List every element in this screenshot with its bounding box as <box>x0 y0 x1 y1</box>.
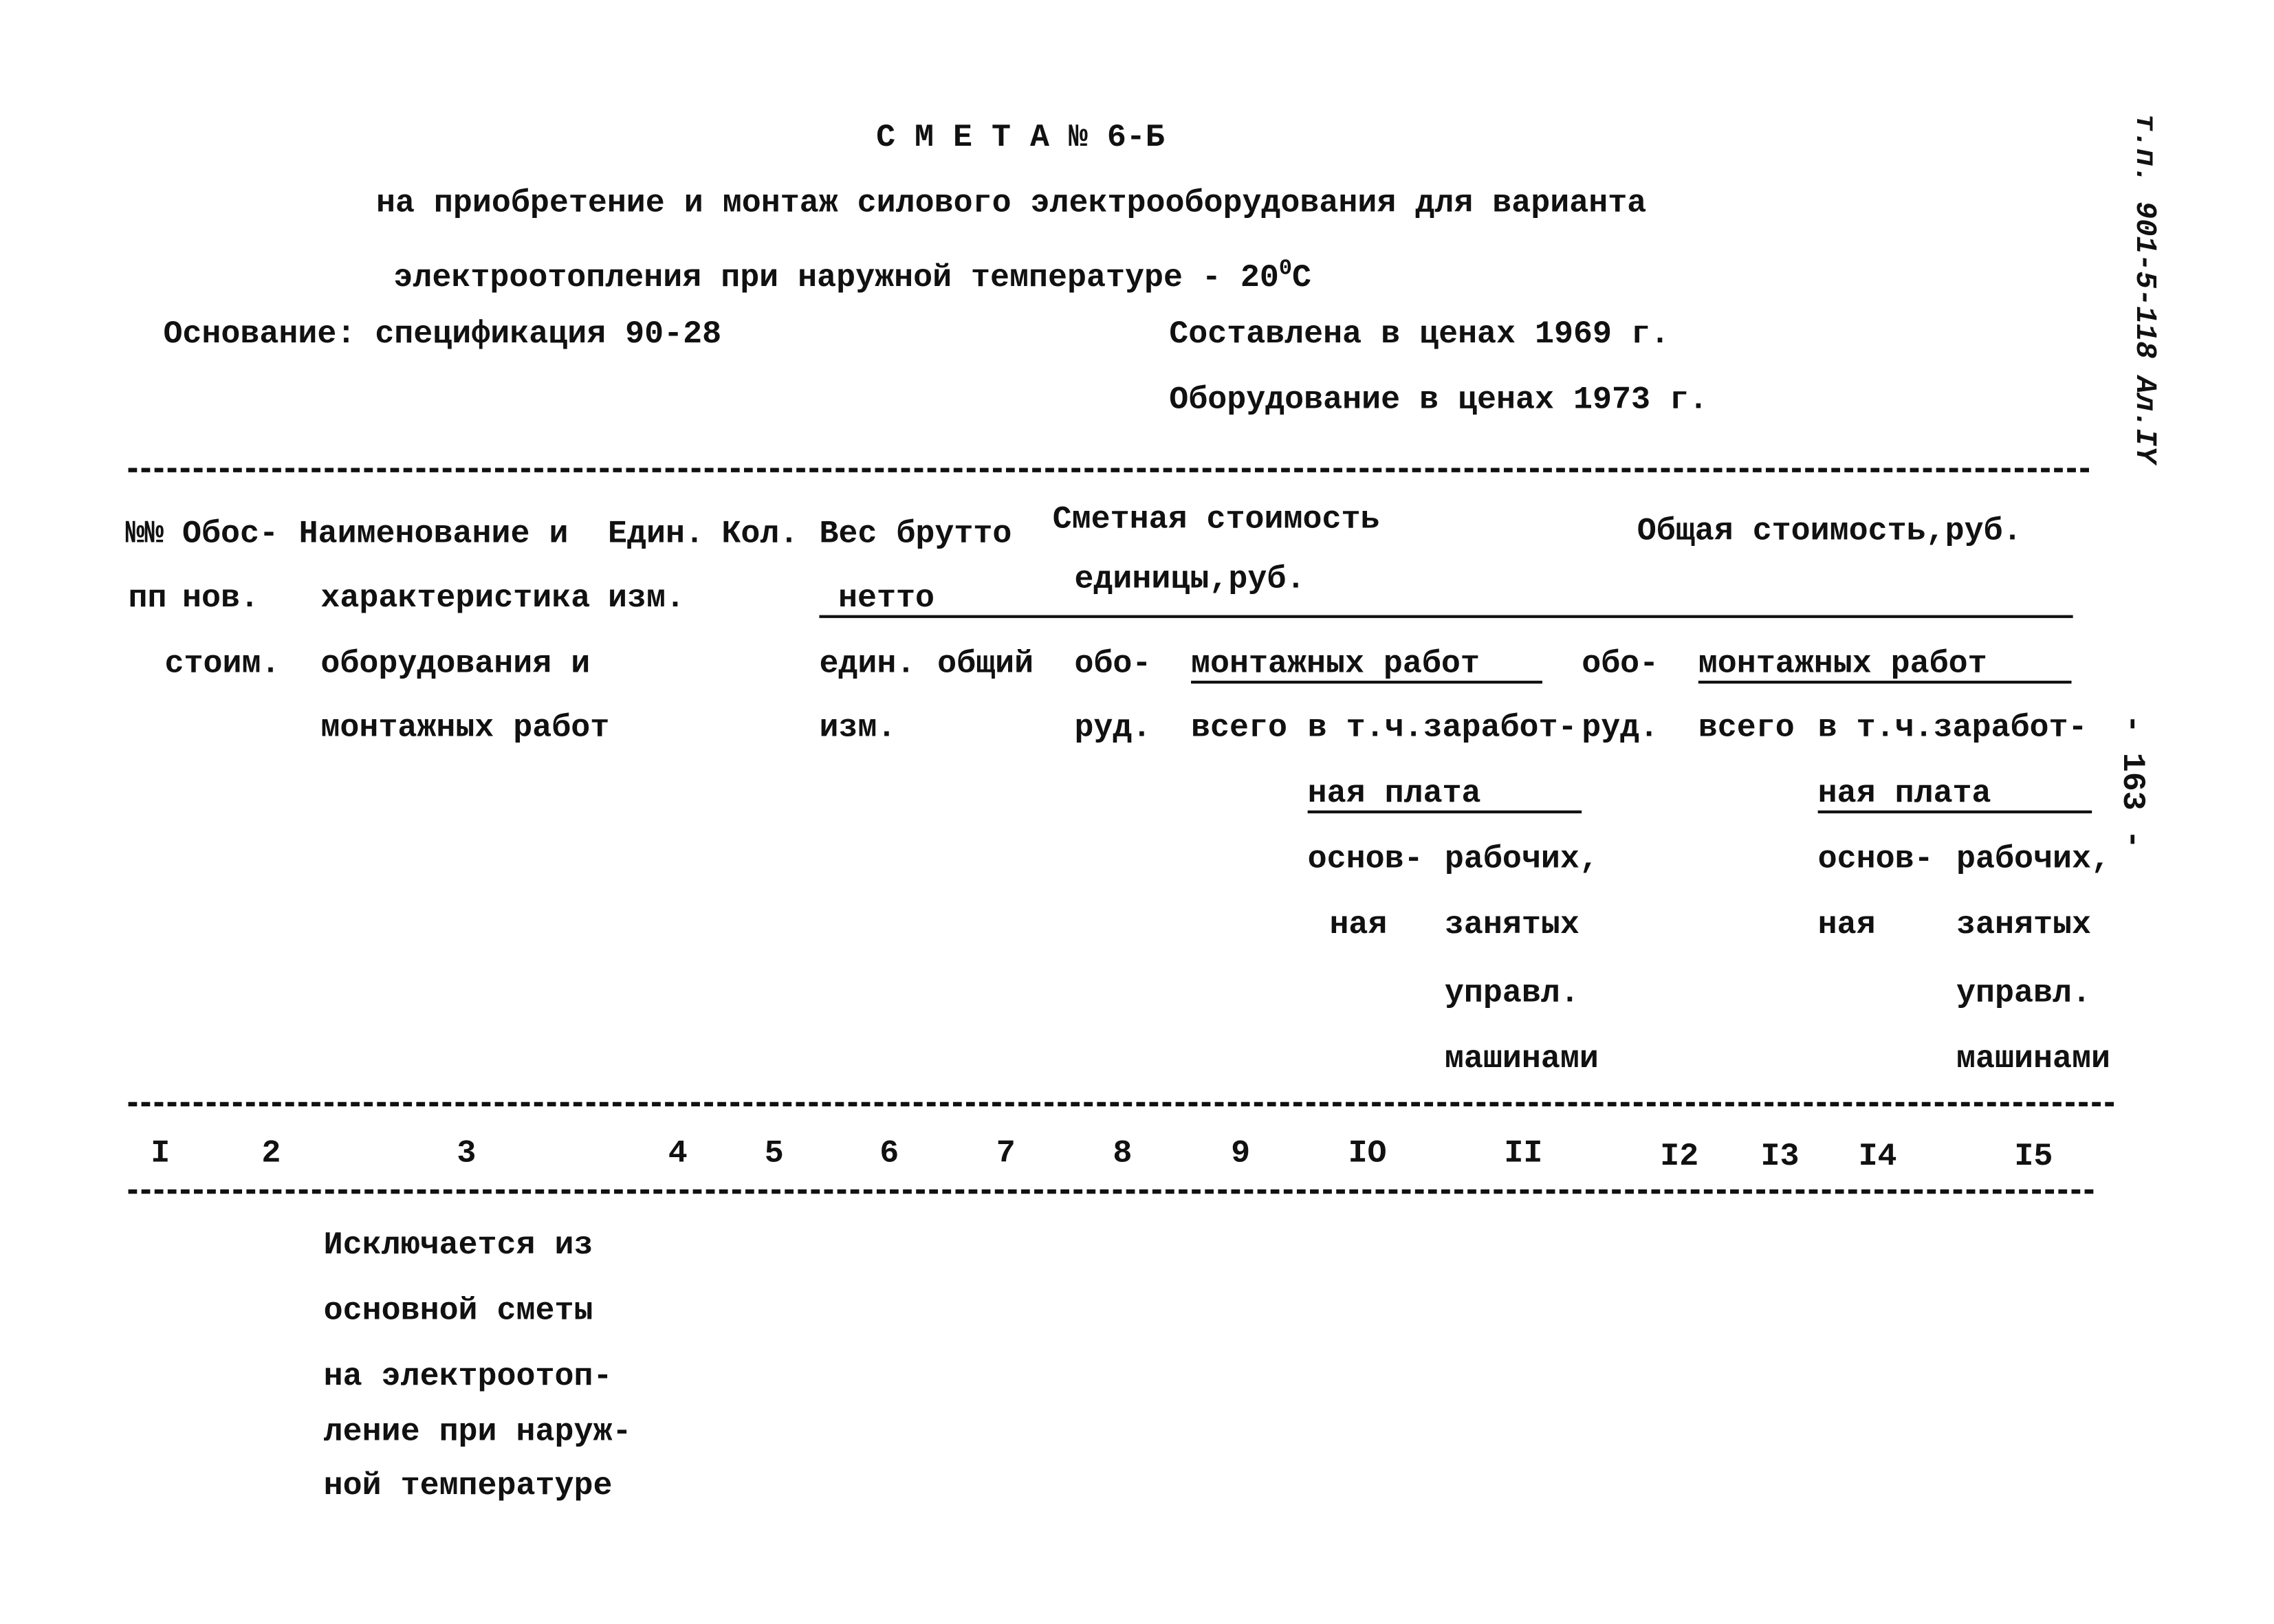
header-basic: основ- <box>1307 841 1423 878</box>
header-unit: изм. <box>608 580 686 617</box>
column-number: 8 <box>1113 1135 1133 1172</box>
column-number: 2 <box>261 1135 281 1172</box>
header-workers: рабочих, <box>1956 841 2110 878</box>
header-workers: машинами <box>1956 1040 2110 1077</box>
header-workers: машинами <box>1444 1040 1599 1077</box>
header-total: всего <box>1191 710 1287 747</box>
header-workers: занятых <box>1956 906 2091 943</box>
header-equip: обо- <box>1074 646 1152 683</box>
header-total-cost: Общая стоимость,руб. <box>1637 513 2022 550</box>
body-text: ление при наруж- <box>323 1414 632 1451</box>
header-install: монтажных работ <box>1191 646 1480 683</box>
divider <box>129 468 2089 472</box>
column-number: 4 <box>668 1135 688 1172</box>
header-name: оборудования и <box>320 646 591 683</box>
column-number: I3 <box>1760 1138 1800 1175</box>
header-weight-net: нетто <box>838 580 934 617</box>
document-title: С М Е Т А № 6-Б <box>876 119 1165 156</box>
header-name: Наименование и <box>298 516 569 553</box>
header-rule <box>819 615 2073 618</box>
header-workers: рабочих, <box>1444 841 1599 878</box>
header-basic: ная <box>1817 906 1876 943</box>
column-number: IO <box>1348 1135 1387 1172</box>
header-basis: Обос- <box>182 516 278 553</box>
subtitle-line-2 <box>393 252 1311 296</box>
column-number: I4 <box>1858 1138 1897 1175</box>
header-total: всего <box>1698 710 1795 747</box>
subtitle-text: электроотопления при наружной температуре - 20 <box>393 260 1279 297</box>
column-number: I5 <box>2014 1138 2053 1175</box>
header-unit: Един. <box>608 516 704 553</box>
body-text: Исключается из <box>323 1227 593 1264</box>
header-workers: занятых <box>1444 906 1579 943</box>
header-no: №№ <box>125 516 164 553</box>
column-number: 6 <box>879 1135 899 1172</box>
column-number: I <box>151 1135 171 1172</box>
header-workers: управл. <box>1956 975 2091 1012</box>
equipment-prices-note: Оборудование в ценах 1973 г. <box>1169 382 1708 419</box>
column-number: 5 <box>764 1135 784 1172</box>
column-number: II <box>1504 1135 1543 1172</box>
basis: Основание: спецификация 90-28 <box>163 316 722 353</box>
header-rule <box>1308 811 1582 813</box>
header-basis: стоим. <box>164 646 281 683</box>
header-weight-unit: един. <box>819 646 916 683</box>
header-no: пп <box>128 580 167 617</box>
header-unit-cost: единицы,руб. <box>1074 561 1306 598</box>
header-basis: нов. <box>182 580 259 617</box>
header-wage: ная плата <box>1307 775 1481 812</box>
header-weight-total: общий <box>937 646 1034 683</box>
header-name: монтажных работ <box>320 710 610 747</box>
header-name: характеристика <box>320 580 591 617</box>
header-equip: обо- <box>1582 646 1659 683</box>
prices-note: Составлена в ценах 1969 г. <box>1169 316 1670 353</box>
body-text: основной сметы <box>323 1293 593 1330</box>
header-basic: основ- <box>1817 841 1934 878</box>
header-weight-unit: изм. <box>819 710 897 747</box>
header-basic: ная <box>1329 906 1388 943</box>
column-number: 9 <box>1231 1135 1251 1172</box>
header-equip: руд. <box>1074 710 1152 747</box>
header-rule <box>1698 681 2072 683</box>
header-install: монтажных работ <box>1698 646 1987 683</box>
header-weight: Вес брутто <box>819 516 1012 553</box>
subtitle-line-1: на приобретение и монтаж силового электрооборудования для варианта <box>375 185 1647 222</box>
column-number: 3 <box>457 1135 477 1172</box>
body-text: на электроотоп- <box>323 1358 613 1395</box>
header-incl: в т.ч.заработ- <box>1307 710 1577 747</box>
degree-mark: 0 <box>1278 256 1293 282</box>
divider <box>129 1189 2094 1194</box>
page-number: - 163 - <box>2113 714 2150 849</box>
header-qty: Кол. <box>721 516 799 553</box>
divider <box>129 1102 2114 1106</box>
header-wage: ная плата <box>1817 775 1991 812</box>
side-stamp: т.п. 901-5-118 Ал.IY <box>2127 113 2161 464</box>
body-text: ной температуре <box>323 1467 613 1504</box>
header-rule <box>1818 811 2092 813</box>
column-number: I2 <box>1660 1138 1699 1175</box>
column-number: 7 <box>996 1135 1016 1172</box>
header-workers: управл. <box>1444 975 1579 1012</box>
header-incl: в т.ч.заработ- <box>1817 710 2088 747</box>
header-equip: руд. <box>1582 710 1659 747</box>
header-unit-cost: Сметная стоимость <box>1052 501 1380 538</box>
celsius: С <box>1292 260 1312 297</box>
header-rule <box>1191 681 1542 683</box>
